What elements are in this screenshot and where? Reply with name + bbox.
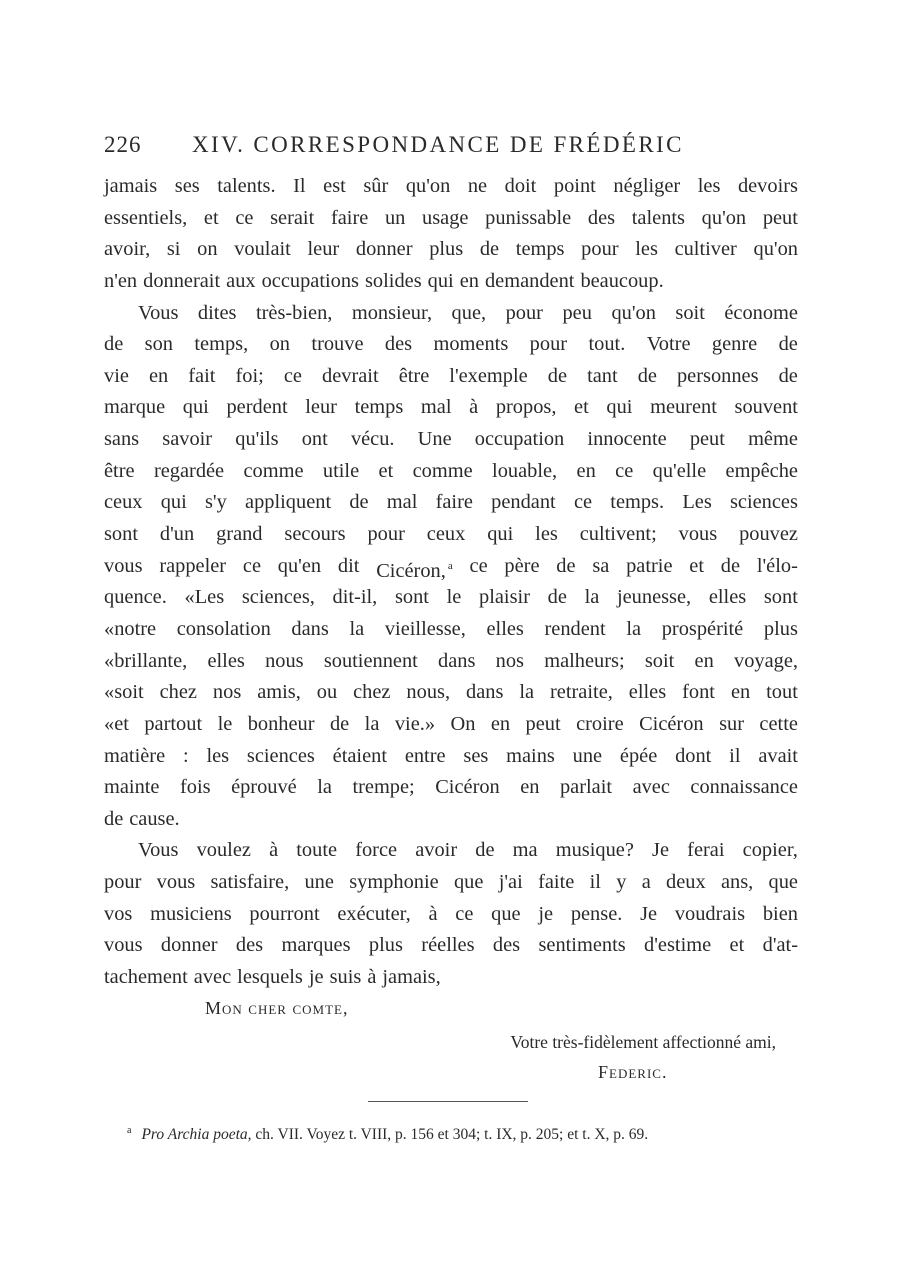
text-line: Vous dites très-bien, monsieur, que, pour peu qu'on soit économe: [138, 301, 798, 324]
footnote-work-title: Pro Archia poeta,: [141, 1126, 252, 1143]
text-line: marque qui perdent leur temps mal à propos, et qui meurent souvent: [104, 396, 798, 419]
text-line: sans savoir qu'ils ont vécu. Une occupation innocente peut même: [104, 428, 798, 451]
footnote-text: ch. VII. Voyez t. VIII, p. 156 et 304; t. IX, p. 205; et t. X, p. 69.: [255, 1126, 649, 1143]
letter-body: [104, 171, 798, 994]
page-number: 226: [104, 132, 142, 157]
text-line: avoir, si on voulait leur donner plus de temps pour les cultiver qu'on: [104, 238, 798, 261]
text-line: quence. «Les sciences, dit-il, sont le plaisir de la jeunesse, elles sont: [104, 586, 798, 609]
text-line: de son temps, on trouve des moments pour tout. Votre genre de: [104, 333, 798, 356]
footnote-reference: a: [447, 559, 453, 572]
text-line: vous rappeler ce qu'en dit Cicéron, $^a$ ce père de sa patrie et de l'élo-: [104, 554, 798, 582]
text-line: matière : les sciences étaient entre ses mains une épée dont il avait: [104, 744, 798, 767]
text-line: vos musiciens pourront exécuter, à ce que je pense. Je voudrais bien: [104, 902, 798, 925]
text-line: n'en donnerait aux occupations solides qui en demandent beaucoup.: [104, 269, 664, 292]
text-line: vie en fait foi; ce devrait être l'exemple de tant de personnes de: [104, 364, 798, 387]
footnote: [127, 1125, 648, 1144]
text-line: pour vous satisfaire, une symphonie que j'ai faite il y a deux ans, que: [104, 871, 798, 894]
text-line: «soit chez nos amis, ou chez nous, dans la retraite, elles font en tout: [104, 681, 798, 704]
text-line: de cause.: [104, 807, 180, 830]
text-line: «notre consolation dans la vieillesse, elles rendent la prospérité plus: [104, 617, 798, 640]
salutation: Mon cher comte,: [205, 998, 349, 1018]
text-line: mainte fois éprouvé la trempe; Cicéron en parlait avec connaissance: [104, 776, 798, 799]
text-line: tachement avec lesquels je suis à jamais,: [104, 966, 441, 989]
text-line: jamais ses talents. Il est sûr qu'on ne doit point négliger les devoirs: [104, 175, 798, 197]
footnote-mark: a: [127, 1125, 132, 1136]
text-line: Vous voulez à toute force avoir de ma musique? Je ferai copier,: [138, 839, 798, 862]
text-line: être regardée comme utile et comme louable, en ce qu'elle empêche: [104, 459, 798, 482]
running-head: [104, 128, 804, 162]
text-line: essentiels, et ce serait faire un usage punissable des talents qu'on peut: [104, 206, 798, 229]
closing-formula: Votre très-fidèlement affectionné ami,: [510, 1032, 776, 1052]
running-title: XIV. CORRESPONDANCE DE FRÉDÉRIC: [192, 132, 684, 157]
text-line: vous donner des marques plus réelles des sentiments d'estime et d'at-: [104, 934, 798, 957]
text-line: «et partout le bonheur de la vie.» On en peut croire Cicéron sur cette: [104, 712, 798, 735]
text-line: «brillante, elles nous soutiennent dans nos malheurs; soit en voyage,: [104, 649, 798, 672]
signature: Federic.: [598, 1062, 668, 1082]
text-line: sont d'un grand secours pour ceux qui les cultivent; vous pouvez: [104, 523, 798, 546]
footnote-separator: [368, 1101, 528, 1102]
text-line: ceux qui s'y appliquent de mal faire pendant ce temps. Les sciences: [104, 491, 798, 514]
